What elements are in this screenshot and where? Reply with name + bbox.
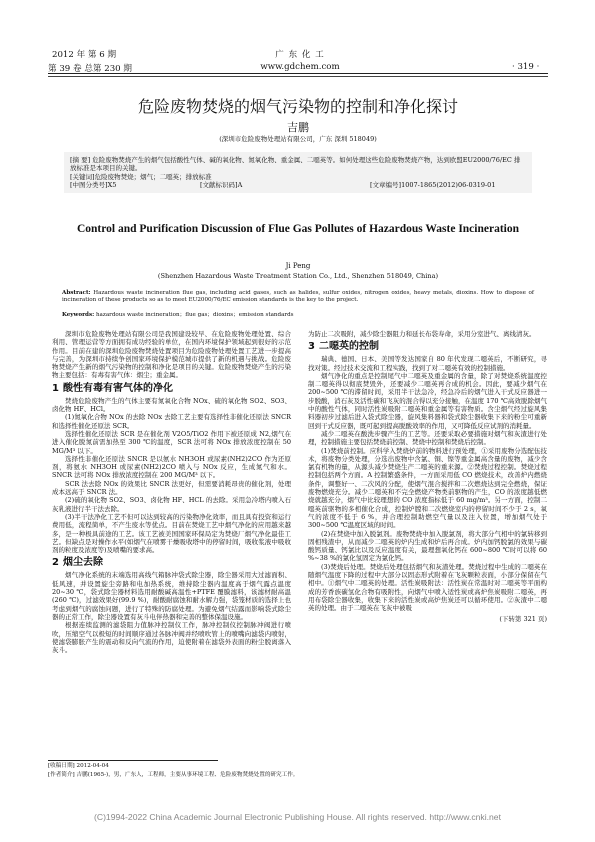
abstract-cn-text: 危险废物焚烧产生的烟气包括酸性气体、碱的氧化物、氮氧化物、重金属、二噁英等。如何处理这些危险废物焚烧产物，达到欧盟EU2000/76/EC 排放标准是本项目的关键。 [70, 156, 521, 173]
keywords-cn [70, 173, 526, 181]
section-3-para: 烟气净化的重点是控制尾气中二噁英及重金属的含量，除了对焚烧系统温度控制二噁英得以彻底焚毁外，还要减少二噁英再合成的机会。因此，要减少烟气在 200~500 ℃的滞留时间，采用半干法急冷，经急冷后的烟气进入干式反应器进一步脱酸，消石灰及活性碳和飞灰的混合得以充分接触，在温度 170 ℃高效脱除烟气中的酸性气体，同时活性炭吸附二噁英和重金属等有害物质。含尘烟气经过旋风集料器初步过滤后进入袋式除尘器，旋风集料器和袋式除尘器收集下来的粉尘可重新回到干式反应器，既可起到提高脱酸效率的作用，又可降低反应试剂的消耗量。 [308, 371, 547, 430]
keywords-en [62, 312, 534, 319]
footnote-rule [48, 760, 218, 761]
abstract-cn-box [64, 152, 532, 193]
section-1-para: 选择性非催化还原法 SNCR 是以氨水 NH3OH 或尿素(NH2)2CO 作为还原剂，将氨水 NH3OH 或尿素(NH2)2CO 喷入与 NOx 反应，生成氮气和水。SNCR 法可将 NOx 排放浓度控制在 200 MG/M³ 以下。 [52, 454, 291, 480]
article-no-label: [文章编号] [370, 180, 402, 189]
article-no-value: 1007-1865(2012)06-0319-01 [401, 180, 496, 189]
section-1-para: (3)半干法净化工艺不但可以达到较高的污染物净化效率，而且具有投资和运行费用低，流程简单，不产生废水等优点。目前在焚烧工艺中烟气净化的应用越来越多，是一种极具前途的工艺。该工艺被美国国家环保局定为焚烧厂烟气净化最佳工艺。但缺点是对操作水平(如烟气在喷雾干燥吸收塔中的停留时间，吸收浆液中吸收剂的粒度及浓度等)及喷嘴的要求高。 [52, 512, 291, 555]
section-3-para: (2)在焚烧中加入脱氯剂。废物焚烧中加入脱氯剂，将大部分气相中的氯转移到固相残渣中，从而减少二噁英的炉内生成和炉后再合成。炉内加钙脱氯的效果与碳酸钙质量、钙氯比以及反应温度有关，最理想氧化钙在 600~800 ℃时可以将 60 %~38 %的氯化氢固定为氯化钙。 [308, 529, 547, 563]
abstract-en [62, 290, 534, 304]
abstract-en-text: Hazardous waste incineration flue gas, including acid gases, such as halides, sulfur oxides, nitrogen oxides, heavy metals, dioxins. How to dispose of incineration of these products so as to meet EU2000/76/EC emission standards is the key to the project. [62, 290, 534, 304]
abstract-cn-label: [摘 要] [70, 156, 91, 164]
author-en: Ji Peng [285, 262, 311, 270]
section-1-para: (1)氮氧化合物 NOx 的去除 NOx 去除工艺主要有选择性非催化还原法 SNCR 和选择性催化还原法 SCR。 [52, 413, 291, 430]
section-2-title: 烟尘去除 [62, 557, 103, 569]
section-1-para: 焚烧危险废物产生的气体主要有氮氧化合物 NOx、硫的氧化物 SO2、SO3、卤化物 HF、HCl。 [52, 396, 291, 414]
abstract-cn [70, 156, 526, 173]
continued-paragraph: 为防止二次吸附，减少除尘器阻力和延长布袋寿命，采用分室进气、离线清灰。 [308, 330, 536, 338]
intro-paragraph: 深圳市危险废物处理站有限公司是我国建设较早、在危险废物处理处置、综合利用、管理运营等方面拥有成功经验的单位，在国内环境保护领域起到很好的示范作用。目前在建的深圳危险废物焚烧处置项目为危险废物处理处置工艺进一步提高与完善，为深圳市持续争创国家环境保护模范城市提供了新的机遇与挑战。危险废物焚烧产生新的烟气污染物的控制和净化是项目的关键。危险废物焚烧产生的污染物主要包括：有毒有害气体：烟尘；重金属。 [52, 330, 291, 380]
section-3-para: (3)焚烧后处理。焚烧后处理包括烟气和灰渣处理。焚烧过程中生成的二噁英在随烟气温度下降的过程中大部分以固态形式附着在飞灰颗粒表面，小部分保留在气相中。①烟气中二噁英的处理。活性炭吸附法：活性炭在常温时对二噁英等平面构成的芳香族碳氢化合物有吸附性，向烟气中喷入适性炭或高炉焦炭吸附二噁英，再用布袋除尘器收集，收集下来的活性炭或高炉焦炭还可以循环使用。②灰渣中二噁英的处理。由于二噁英在飞灰中被吸 [308, 562, 547, 613]
header-rule [48, 73, 548, 74]
header-issue: 2012 年 第 6 期 [52, 50, 117, 60]
section-2-heading [52, 557, 291, 569]
section-1-para: 选择性催化还原法 SCR 是在催化剂 V2O5/TiO2 作用下被还原成 N2,烟气在进入催化脱氮前需加热至 300 ℃的温度，SCR 法可将 NOx 排放浓度控制在 50 MG/M³ 以下。 [52, 429, 291, 455]
left-column [52, 330, 291, 654]
header-website[interactable]: www.gdchem.com [260, 62, 340, 72]
header-rule-thin [48, 76, 548, 77]
section-3-para: (1)焚烧前控制。应科学入焚烧炉前的物料进行预处理，①采用废物分选配伍技术，将废物分类处理，分选出废物中含氯、铜、镍等重金属高含量的废物，减少含氯有机物的量，从源头减少焚烧生产二噁英的重来源。②焚烧过程控制。焚烧过程控制包括两个方面。A 控制繁盛条件，一方面采用低 CO 燃烧技术，改善炉内燃烧条件，调整好一、二次风的分配，使烟气混合搅拌和二次燃烧达到完全燃烧，保证废物燃烧充分。减少二噁英和不完全燃烧产物类前驱物的产生，CO 的浓度越低燃烧就越充分，烟气中比较理想的 CO 浓度指标低于 60 mg/m³。另一方面，控制二噁英前驱物的多相催化合成，控制炉膛和二次燃烧室内的停留时间不少于 2 s，氧气的浓度不低于 6 %，并合理控制助燃空气量以及注入位置，增加烟气处于 300~500 ℃温度区域的时间。 [308, 446, 547, 530]
section-3-number: 3 [308, 341, 315, 353]
section-3-para: 瑞典、德国、日本、美国等发达国家自 80 年代发现二噁英后，不断研究，寻找对策。经过技术交流和工程实践，找到了对二噁英有效的控制措施。 [308, 355, 547, 372]
right-column [308, 330, 547, 623]
section-2-para: 烟气净化系统的末端选用高线气箱脉冲袋式除尘器，除尘器采用大过滤面积、低风速，并设置旋尘旁路和电加热系统，维持除尘器内温度高于烟气露点温度 20~30 ℃，袋式除尘器材料选用耐酸碱高温性+PTFE 覆膜滤料，该滤材耐高温(260 ℃)，过滤效果好(99.9 %)，耐酸耐腐蚀和耐水解力强，袋笼材质的选择上也考虑到烟气的腐蚀问题，进行了特殊的防腐处理。为避免烟气结露而影响袋式除尘器的正常工作，除尘器设置有灰斗电伴热器和完善的整体保温设施。 [52, 571, 291, 621]
author-bio: [作者简介] 吉鹏(1965-)，男，广东人，工程师，主要从事环境工程、危险废物焚烧处置的研究工作。 [48, 772, 299, 778]
copyright-line: (C)1994-2022 China Academic Journal Electronic Publishing House. All rights reserved. http://www.cnki.net [94, 812, 501, 822]
header-journal: 广 东 化 工 [275, 50, 325, 60]
section-1-title: 酸性有毒有害气体的净化 [62, 382, 173, 394]
clc-label: [中图分类号] [70, 180, 108, 189]
title-en: Control and Purification Discussion of Flue Gas Pollutes of Hazardous Waste Incineration [76, 223, 520, 235]
section-1-number: 1 [52, 382, 59, 394]
affiliation-cn: (深圳市危险废物处理站有限公司，广东 深圳 518049) [219, 135, 377, 143]
doc-code-value: A [237, 180, 243, 189]
section-3-title: 二噁英的控制 [318, 341, 379, 353]
author-cn: 吉鹏 [287, 121, 309, 134]
section-2-number: 2 [52, 557, 59, 569]
section-1-heading [52, 383, 291, 395]
title-cn: 危险废物焚烧的烟气污染物的控制和净化探讨 [137, 97, 458, 116]
keywords-en-label: Keywords: [62, 312, 95, 318]
section-1-para: SCR 法去除 NOx 的效果比 SNCR 法更好，但需要消耗昂贵的催化剂，处理成本远高于 SNCR 法。 [52, 479, 291, 497]
section-2-para: 根据连续监测的滤袋阻力值脉冲控制仪工作，脉冲控制仪控制脉冲阀进行喷吹，压缩空气以极短的时间顺序通过各脉冲阀并经喷吹管上的喷嘴向滤袋内喷射，使滤袋膨胀产生的震动和反向气流的作用，迫使附着在滤袋外表面的粉尘脱离落入灰斗。 [52, 621, 291, 655]
header-page-number: · 319 · [512, 62, 540, 72]
keywords-cn-text: 危险废物焚烧；烟气；二噁英；排放标准 [94, 172, 212, 181]
section-3-heading [308, 341, 547, 353]
doc-code-label: [文献标识码] [200, 180, 238, 189]
affiliation-en: (Shenzhen Hazardous Waste Treatment Station Co., Ltd., Shenzhen 518049, China) [157, 272, 439, 280]
continued-note: (下转第 321 页) [499, 614, 547, 623]
clc-value: X5 [107, 180, 117, 189]
section-3-para: 减少二噁英在酸洗步骤产生的工艺等。还要采取必要措施对烟气和灰渣进行处理，控制措施主要包括焚烧前控制、焚烧中控制和焚烧后控制。 [308, 429, 547, 447]
classification-row [70, 181, 526, 189]
keywords-cn-label: [关键词] [70, 172, 95, 181]
section-1-para: (2)硫的氧化物 SO2、SO3、卤化物 HF、HCL 的去除。采用急冷塔内喷入石灰乳液进行半干法去除。 [52, 496, 291, 513]
keywords-en-text: hazardous waste incineration；flue gas；dioxins；emission standards [95, 312, 294, 318]
header-volume: 第 39 卷 总第 230 期 [48, 64, 132, 74]
abstract-en-label: Abstract: [62, 290, 91, 296]
received-date: [收稿日期] 2012-04-04 [48, 763, 109, 769]
